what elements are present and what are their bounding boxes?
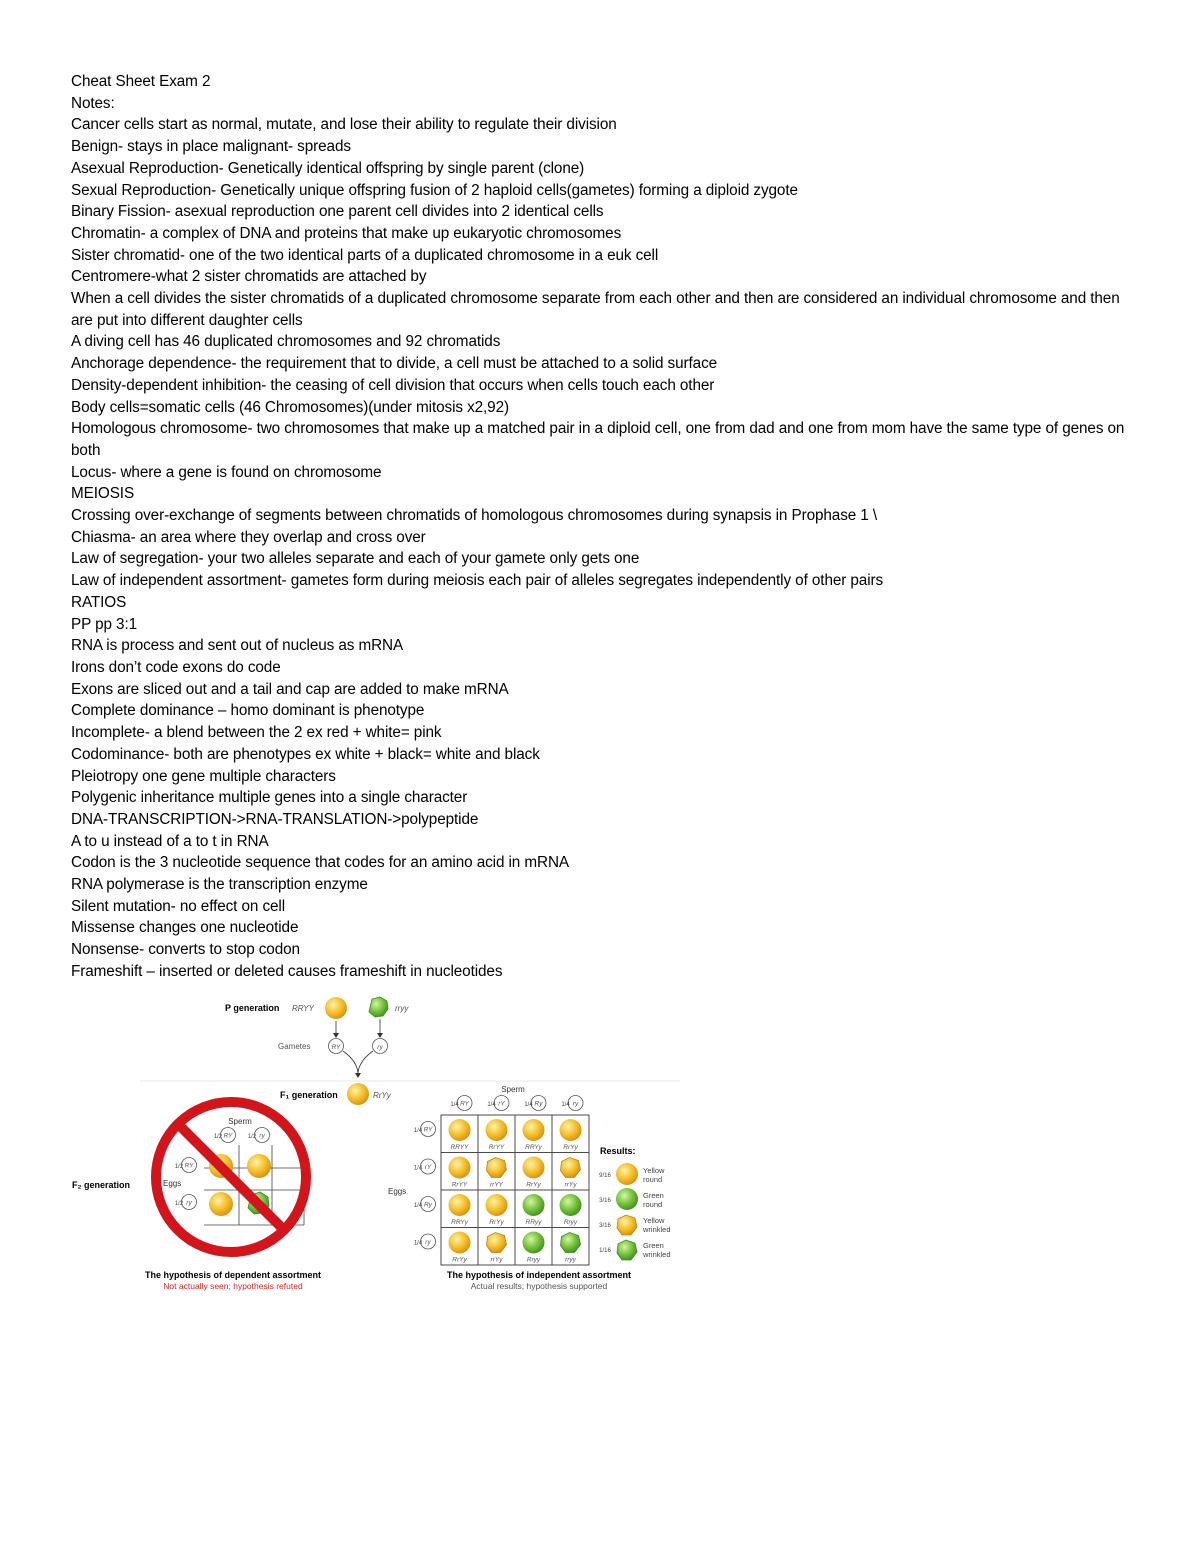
f1-generation-label: F₁ generation [280,1090,338,1100]
f2-generation-label: F₂ generation [72,1180,131,1190]
note-line: Missense changes one nucleotide [71,919,299,937]
p-generation-label: P generation [225,1003,280,1013]
sperm-label: Sperm [501,1085,525,1094]
punnett-genotype: rrYy [490,1256,503,1264]
independent-assortment-panel [388,1085,589,1265]
result-label-color: Green [643,1191,664,1200]
punnett-genotype: RRyy [525,1219,542,1226]
gamete-label: ry [186,1199,192,1207]
gamete-label: rY [424,1164,432,1171]
independent-caption: The hypothesis of independent assortment [446,1270,632,1280]
note-line: Anchorage dependence- the requirement that to divide, a cell must be attached to a solid surface [71,355,718,373]
note-line: Sexual Reproduction- Genetically unique offspring fusion of 2 haploid cells(gametes) forming a diploid zygote [71,181,798,199]
note-line: RNA is process and sent out of nucleus as mRNA [71,637,404,655]
result-label-shape: wrinkled [643,1250,671,1259]
note-line: Centromere-what 2 sister chromatids are attached by [71,268,427,286]
note-line: Law of segregation- your two alleles separate and each of your gamete only gets one [71,550,640,568]
punnett-genotype: RRYy [451,1219,468,1226]
yellow-wrinkled-pea-icon [561,1158,581,1178]
dihybrid-cross-diagram [72,995,682,1295]
note-line: RATIOS [71,593,127,611]
note-line: Homologous chromosome- two chromosomes that make up a matched pair in a diploid cell, one from dad and one from mom have the same type of genes on both [71,420,1125,459]
note-line: Codominance- both are phenotypes ex white + black= white and black [71,745,540,763]
note-line: Incomplete- a blend between the 2 ex red + white= pink [71,724,442,742]
green-wrinkled-pea-icon [617,1240,637,1260]
notes-document [71,71,1141,983]
note-line: Codon is the 3 nucleotide sequence that codes for an amino acid in mRNA [71,854,569,872]
punnett-genotype: RRYY [450,1144,469,1151]
note-line: Pleiotropy one gene multiple characters [71,767,336,785]
green-round-pea-icon [560,1194,582,1216]
sperm-label: Sperm [228,1117,252,1126]
result-label-shape: wrinkled [643,1225,671,1234]
gamete-label: RY [184,1162,194,1170]
results-legend [599,1163,670,1260]
green-wrinkled-pea-icon [561,1233,581,1253]
p-genotype-2: rryy [395,1004,409,1013]
eggs-label: Eggs [388,1187,407,1196]
results-label: Results: [600,1146,636,1156]
note-line: Exons are sliced out and a tail and cap are added to make mRNA [71,680,509,698]
note-line: Body cells=somatic cells (46 Chromosomes)(under mitosis x2,92) [71,398,509,416]
gamete-fraction: 1/4 [524,1102,533,1108]
arrow-icon [377,1033,383,1038]
note-line: Locus- where a gene is found on chromosome [71,463,382,481]
gamete-label: rY [498,1100,505,1108]
gamete-fraction: 1/4 [413,1165,423,1172]
green-round-pea-icon [523,1232,545,1254]
note-line: A to u instead of a to t in RNA [71,832,269,850]
independent-subcaption: Actual results; hypothesis supported [470,1281,608,1291]
note-line: Cancer cells start as normal, mutate, and lose their ability to regulate their division [71,116,617,134]
yellow-wrinkled-pea-icon [487,1233,507,1253]
gamete-fraction: 1/2 [174,1201,184,1207]
yellow-round-pea-icon [209,1192,233,1216]
yellow-round-pea-icon [449,1232,471,1254]
punnett-genotype: RrYy [452,1256,467,1264]
gamete-2-label: ry [377,1044,383,1051]
note-line: RNA polymerase is the transcription enzyme [71,876,368,894]
note-line: DNA-TRANSCRIPTION->RNA-TRANSLATION->polypeptide [71,810,479,828]
gamete-fraction: 1/4 [413,1240,423,1247]
result-label-color: Green [643,1241,664,1250]
dependent-subcaption: Not actually seen; hypothesis refuted [163,1281,303,1291]
result-label-shape: round [643,1175,663,1184]
punnett-genotype: rrYy [564,1181,577,1189]
gamete-label: RY [223,1132,233,1140]
punnett-square-grid [441,1115,589,1265]
note-line: Chiasma- an area where they overlap and cross over [71,528,426,546]
gamete-fraction: 1/4 [413,1203,423,1209]
gamete-fraction: 1/4 [487,1102,496,1108]
gametes-label: Gametes [278,1042,311,1051]
yellow-round-pea-icon [449,1157,471,1179]
punnett-genotype: rryy [565,1256,576,1264]
gamete-label: ry [259,1132,265,1140]
green-wrinkled-pea-icon [369,997,388,1017]
gamete-label: ry [572,1100,579,1108]
green-round-pea-icon [523,1194,545,1216]
arrow-icon [355,1073,361,1078]
dihybrid-cross-figure [72,995,682,1295]
punnett-genotype: RrYy [563,1144,578,1151]
gamete-1-label: RY [331,1044,341,1051]
yellow-round-pea-icon [560,1119,582,1141]
yellow-round-pea-icon [486,1194,508,1216]
note-line: Complete dominance – homo dominant is phenotype [71,702,425,720]
yellow-round-pea-icon [325,997,347,1019]
punnett-genotype: Rryy [526,1256,541,1264]
yellow-round-pea-icon [347,1083,369,1105]
yellow-wrinkled-pea-icon [487,1158,507,1178]
gamete-label: ry [425,1239,431,1246]
note-line: Asexual Reproduction- Genetically identical offspring by single parent (clone) [71,159,585,177]
note-line: Density-dependent inhibition- the ceasing of cell division that occurs when cells touch each other [71,376,715,394]
note-line: Sister chromatid- one of the two identical parts of a duplicated chromosome in a euk cell [71,246,659,264]
punnett-genotype: rrYY [490,1181,503,1189]
result-fraction: 3/16 [599,1198,611,1204]
yellow-wrinkled-pea-icon [617,1215,637,1235]
gamete-label: RY [460,1100,469,1108]
gamete-fraction: 1/4 [450,1102,459,1108]
yellow-round-pea-icon [449,1119,471,1141]
result-label-color: Yellow [643,1216,665,1225]
result-fraction: 9/16 [599,1173,611,1179]
arrow-icon [333,1033,339,1038]
yellow-round-pea-icon [616,1163,638,1185]
yellow-round-pea-icon [449,1194,471,1216]
note-line: Binary Fission- asexual reproduction one parent cell divides into 2 identical cells [71,203,604,221]
gamete-fraction: 1/4 [561,1102,570,1108]
note-line: When a cell divides the sister chromatids of a duplicated chromosome separate from each other and then are considered an individual chromosome and then are put into different daughter cells [71,290,1120,329]
yellow-round-pea-icon [523,1119,545,1141]
result-label-color: Yellow [643,1166,665,1175]
punnett-genotype: RrYY [451,1181,468,1189]
document-title: Cheat Sheet Exam 2 [71,73,211,90]
note-line: Crossing over-exchange of segments between chromatids of homologous chromosomes during synapsis in Prophase 1 \ [71,507,878,525]
notes-lines [71,93,1141,983]
note-line: Notes: [71,94,115,112]
note-line: Frameshift – inserted or deleted causes frameshift in nucleotides [71,962,503,980]
gamete-label: RY [423,1126,433,1134]
dependent-caption: The hypothesis of dependent assortment [144,1270,322,1280]
result-label-shape: round [643,1200,663,1209]
result-fraction: 3/16 [599,1223,611,1229]
note-line: Irons don’t code exons do code [71,658,281,676]
p-genotype-1: RRYY [292,1004,314,1013]
gamete-fraction: 1/2 [247,1134,257,1140]
punnett-genotype: RrYy [526,1181,541,1189]
punnett-genotype: Rryy [563,1219,578,1226]
independent-sperm-headers [450,1096,583,1111]
independent-egg-headers [414,1122,436,1250]
note-line: PP pp 3:1 [71,615,138,633]
note-line: Polygenic inheritance multiple genes into a single character [71,789,468,807]
note-line: Law of independent assortment- gametes form during meiosis each pair of alleles segregates independently of other pairs [71,572,884,590]
gamete-fraction: 1/4 [413,1128,423,1134]
gamete-label: Ry [424,1201,432,1209]
green-round-pea-icon [616,1188,638,1210]
punnett-genotype: RRYy [525,1144,542,1151]
result-fraction: 1/16 [599,1248,611,1254]
f1-genotype: RrYy [373,1091,391,1100]
note-line: Nonsense- converts to stop codon [71,941,300,959]
eggs-label: Eggs [163,1179,182,1188]
punnett-genotype: RrYY [488,1144,505,1151]
yellow-round-pea-icon [486,1119,508,1141]
gamete-fraction: 1/2 [174,1164,184,1170]
gamete-fraction: 1/2 [213,1134,223,1140]
dependent-assortment-panel [156,1102,306,1252]
yellow-round-pea-icon [247,1154,271,1178]
gamete-label: Ry [534,1100,543,1108]
note-line: Chromatin- a complex of DNA and proteins that make up eukaryotic chromosomes [71,224,622,242]
yellow-round-pea-icon [523,1157,545,1179]
punnett-genotype: RrYy [489,1219,504,1226]
note-line: Silent mutation- no effect on cell [71,897,285,915]
note-line: MEIOSIS [71,485,135,503]
note-line: Benign- stays in place malignant- spreads [71,138,351,156]
note-line: A diving cell has 46 duplicated chromosomes and 92 chromatids [71,333,501,351]
